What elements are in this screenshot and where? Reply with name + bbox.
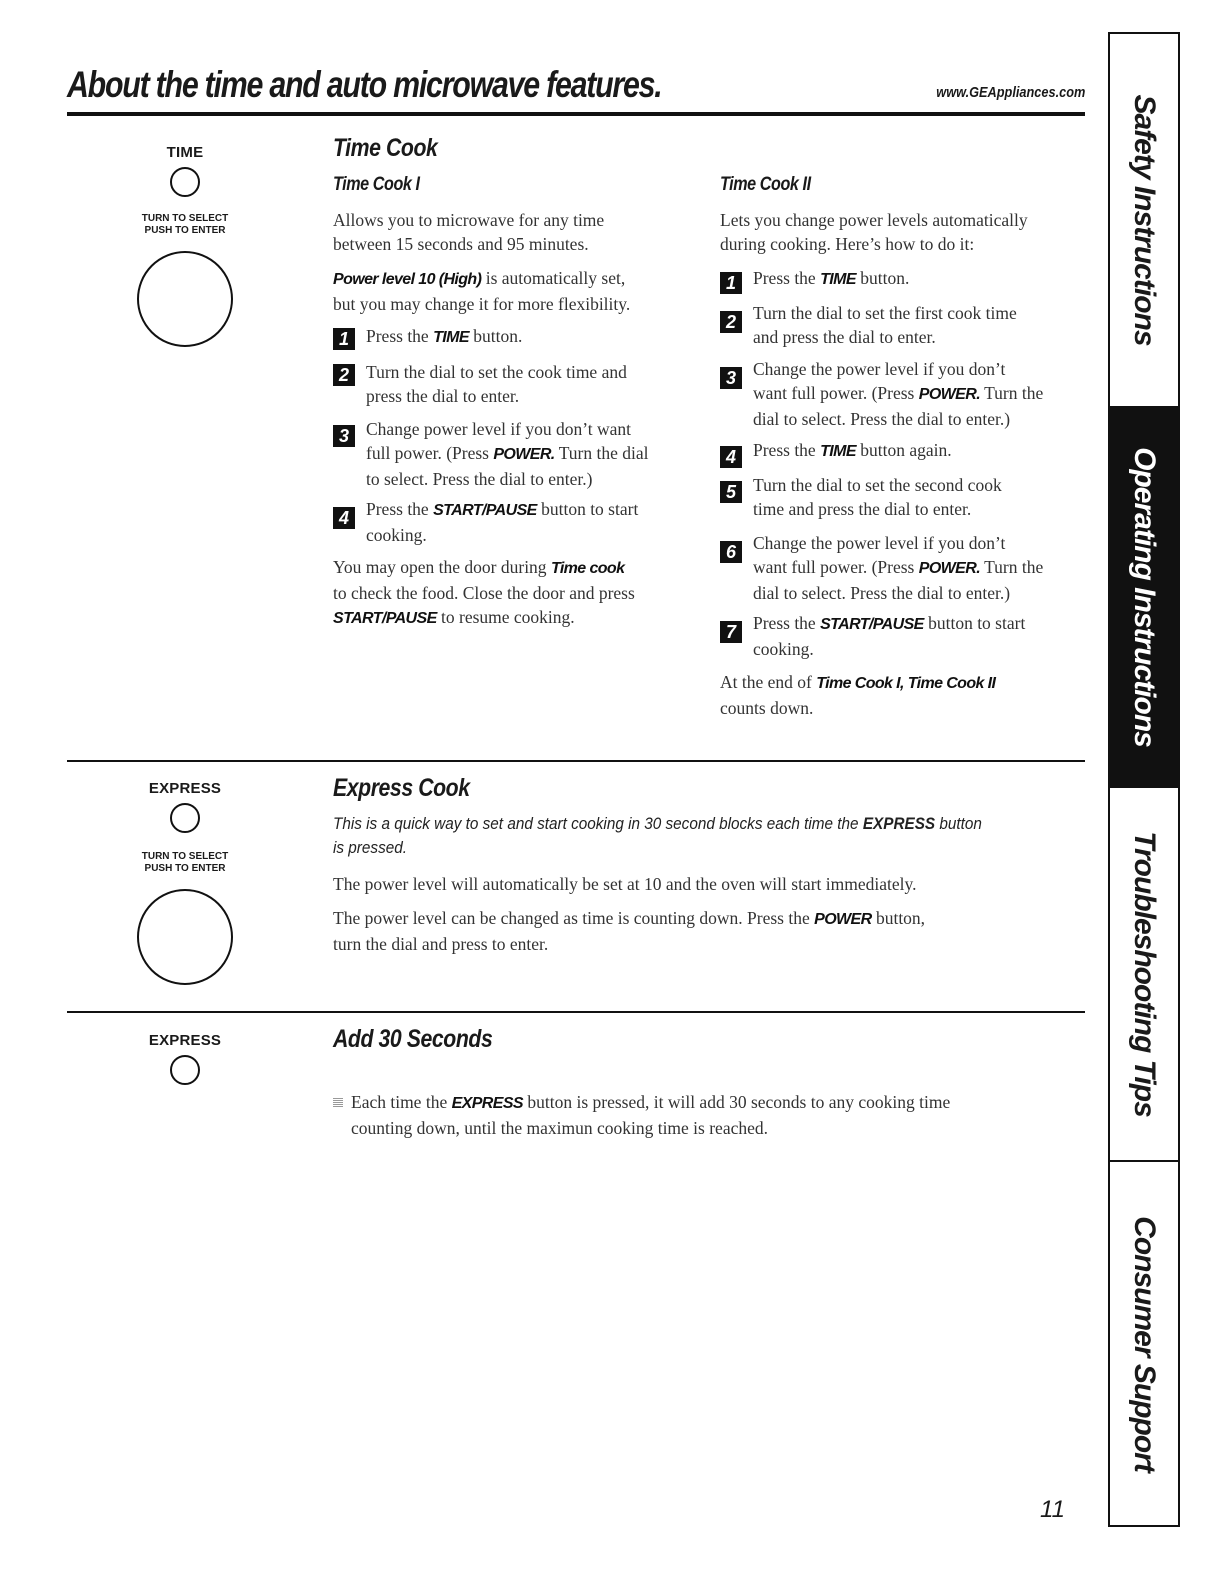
step-text: Change power level if you don’t want (366, 419, 632, 439)
push-to-enter-label: PUSH TO ENTER (144, 225, 226, 236)
express-cook-heading: Express Cook (333, 774, 470, 802)
bullet-icon (333, 1097, 343, 1107)
express-button-icon (170, 803, 200, 833)
section-divider (67, 1011, 1085, 1013)
dial-icon (137, 251, 233, 347)
step-number-icon: 2 (333, 364, 355, 386)
time-button-icon (170, 167, 200, 197)
turn-to-select-label: TURN TO SELECT (141, 851, 229, 862)
step-number-icon: 7 (720, 621, 742, 643)
step-bold: TIME (820, 271, 856, 288)
step-text: Press the (366, 499, 434, 519)
lead-text: is pressed. (333, 838, 407, 857)
tc1-step-3 (333, 417, 703, 489)
page-title: About the time and auto microwave features. (67, 64, 662, 105)
time-cook-heading: Time Cook (333, 134, 438, 162)
para-text: turn the dial and press to enter. (333, 934, 549, 954)
time-cook-2-intro (720, 208, 1090, 256)
outro-text: You may open the door during (333, 557, 551, 577)
tab-troubleshooting-tips[interactable] (1110, 788, 1178, 1162)
tc2-step-5 (720, 473, 1085, 521)
express-cook-para-2 (333, 906, 1073, 956)
step-number-icon: 1 (333, 328, 355, 350)
step-text: cooking. (753, 639, 814, 659)
lead-bold: EXPRESS (862, 814, 936, 833)
tc1-step-2 (333, 360, 703, 408)
header-rule (67, 112, 1085, 116)
step-bold: START/PAUSE (820, 616, 924, 633)
step-text: Press the (753, 268, 821, 288)
outro-text: to check the food. Close the door and press (333, 583, 635, 603)
time-cook-1-outro (333, 555, 703, 631)
step-text: Turn the (980, 557, 1044, 577)
step-text: press the dial to enter. (366, 386, 520, 406)
time-control-illustration (135, 144, 235, 347)
express-cook-lead (333, 812, 1017, 860)
step-bold: POWER. (493, 446, 555, 463)
tab-consumer-support[interactable] (1110, 1162, 1178, 1525)
tc2-step-2 (720, 301, 1085, 349)
step-text: button to start (923, 613, 1026, 633)
outro-text: At the end of (720, 672, 817, 692)
power-level-text: Power level 10 (High) (333, 271, 482, 288)
para-text: Each time the (351, 1092, 452, 1112)
step-text: Turn the dial to set the first cook time (753, 303, 1017, 323)
step-text: dial to select. Press the dial to enter.) (753, 409, 1011, 429)
step-text: Press the (753, 613, 821, 633)
push-to-enter-label: PUSH TO ENTER (144, 863, 226, 874)
tab-label: Operating Instructions (1128, 447, 1161, 747)
para-text: button, (871, 908, 926, 928)
step-text: button to start (536, 499, 639, 519)
time-button-label: TIME (166, 144, 204, 161)
outro-text: counts down. (720, 698, 814, 718)
note-text: but you may change it for more flexibility. (333, 294, 631, 314)
outro-bold: Time Cook I, Time Cook II (816, 675, 996, 692)
note-text: is automatically set, (481, 268, 626, 288)
step-text: Turn the dial to set the second cook (753, 475, 1002, 495)
step-number-icon: 5 (720, 481, 742, 503)
express-control-illustration (135, 780, 235, 985)
step-text: cooking. (366, 525, 427, 545)
add-30-seconds-text (351, 1090, 1071, 1140)
time-cook-1-intro (333, 208, 703, 256)
express-button-label: EXPRESS (148, 1032, 222, 1049)
step-number-icon: 1 (720, 272, 742, 294)
express-control-illustration-2 (135, 1032, 235, 1085)
time-cook-2-outro (720, 670, 1085, 720)
step-text: button. (468, 326, 523, 346)
step-text: Press the (366, 326, 434, 346)
express-button-label: EXPRESS (148, 780, 222, 797)
outro-text: to resume cooking. (436, 607, 575, 627)
section-tab-bar (1108, 32, 1180, 1527)
step-text: dial to select. Press the dial to enter.) (753, 583, 1011, 603)
page-number: 11 (1040, 1496, 1065, 1523)
tab-safety-instructions[interactable] (1110, 34, 1178, 408)
intro-line: between 15 seconds and 95 minutes. (333, 234, 589, 254)
tab-label: Troubleshooting Tips (1128, 831, 1161, 1117)
step-text: button again. (855, 440, 952, 460)
tc2-step-7 (720, 611, 1085, 659)
express-cook-para-1: The power level will automatically be set at 10 and the oven will start immediately. (333, 874, 917, 894)
website-url[interactable]: www.GEAppliances.com (935, 84, 1085, 101)
turn-to-select-label: TURN TO SELECT (141, 213, 229, 224)
step-text: want full power. (Press (753, 383, 919, 403)
intro-line: Allows you to microwave for any time (333, 210, 605, 230)
intro-line: Lets you change power levels automatically (720, 210, 1028, 230)
step-text: Turn the dial (554, 443, 649, 463)
step-number-icon: 3 (720, 367, 742, 389)
step-text: Turn the (980, 383, 1044, 403)
step-number-icon: 4 (333, 507, 355, 529)
step-text: Turn the dial to set the cook time and (366, 362, 627, 382)
para-bold: EXPRESS (451, 1095, 523, 1112)
tab-label: Consumer Support (1128, 1215, 1161, 1472)
lead-text: This is a quick way to set and start cooking in 30 second blocks each time the (333, 814, 863, 833)
step-text: time and press the dial to enter. (753, 499, 972, 519)
time-cook-1-power-note (333, 266, 703, 316)
step-bold: POWER. (918, 560, 981, 577)
outro-bold: START/PAUSE (333, 610, 437, 627)
tc2-step-3 (720, 357, 1085, 429)
express-button-icon (170, 1055, 200, 1085)
step-text: Change the power level if you don’t (753, 359, 1006, 379)
step-bold: POWER. (918, 386, 981, 403)
step-bold: TIME (820, 443, 856, 460)
para-bold: POWER (814, 911, 872, 928)
para-text: The power level can be changed as time is counting down. Press the (333, 908, 815, 928)
outro-bold: Time cook (550, 560, 625, 577)
add-30-seconds-heading: Add 30 Seconds (333, 1025, 493, 1053)
step-text: Press the (753, 440, 821, 460)
intro-line: during cooking. Here’s how to do it: (720, 234, 975, 254)
step-bold: TIME (433, 329, 469, 346)
step-text: Change the power level if you don’t (753, 533, 1006, 553)
time-cook-2-heading: Time Cook II (720, 174, 811, 195)
tc2-step-4 (720, 438, 1085, 467)
step-number-icon: 2 (720, 311, 742, 333)
tc1-step-1 (333, 324, 703, 348)
step-text: full power. (Press (366, 443, 494, 463)
lead-text: button (935, 814, 982, 833)
tc1-step-4 (333, 497, 703, 545)
step-text: button. (855, 268, 910, 288)
step-text: and press the dial to enter. (753, 327, 936, 347)
step-text: to select. Press the dial to enter.) (366, 469, 593, 489)
dial-icon (137, 889, 233, 985)
tab-operating-instructions[interactable] (1110, 408, 1178, 788)
para-text: counting down, until the maximun cooking time is reached. (351, 1118, 769, 1138)
step-text: want full power. (Press (753, 557, 919, 577)
tc2-step-6 (720, 531, 1085, 603)
tc2-step-1 (720, 266, 1085, 293)
step-number-icon: 3 (333, 425, 355, 447)
step-number-icon: 4 (720, 446, 742, 468)
para-text: button is pressed, it will add 30 seconds to any cooking time (522, 1092, 951, 1112)
step-bold: START/PAUSE (433, 502, 537, 519)
tab-label: Safety Instructions (1128, 94, 1161, 346)
step-number-icon: 6 (720, 541, 742, 563)
section-divider (67, 760, 1085, 762)
time-cook-1-heading: Time Cook I (333, 174, 420, 195)
